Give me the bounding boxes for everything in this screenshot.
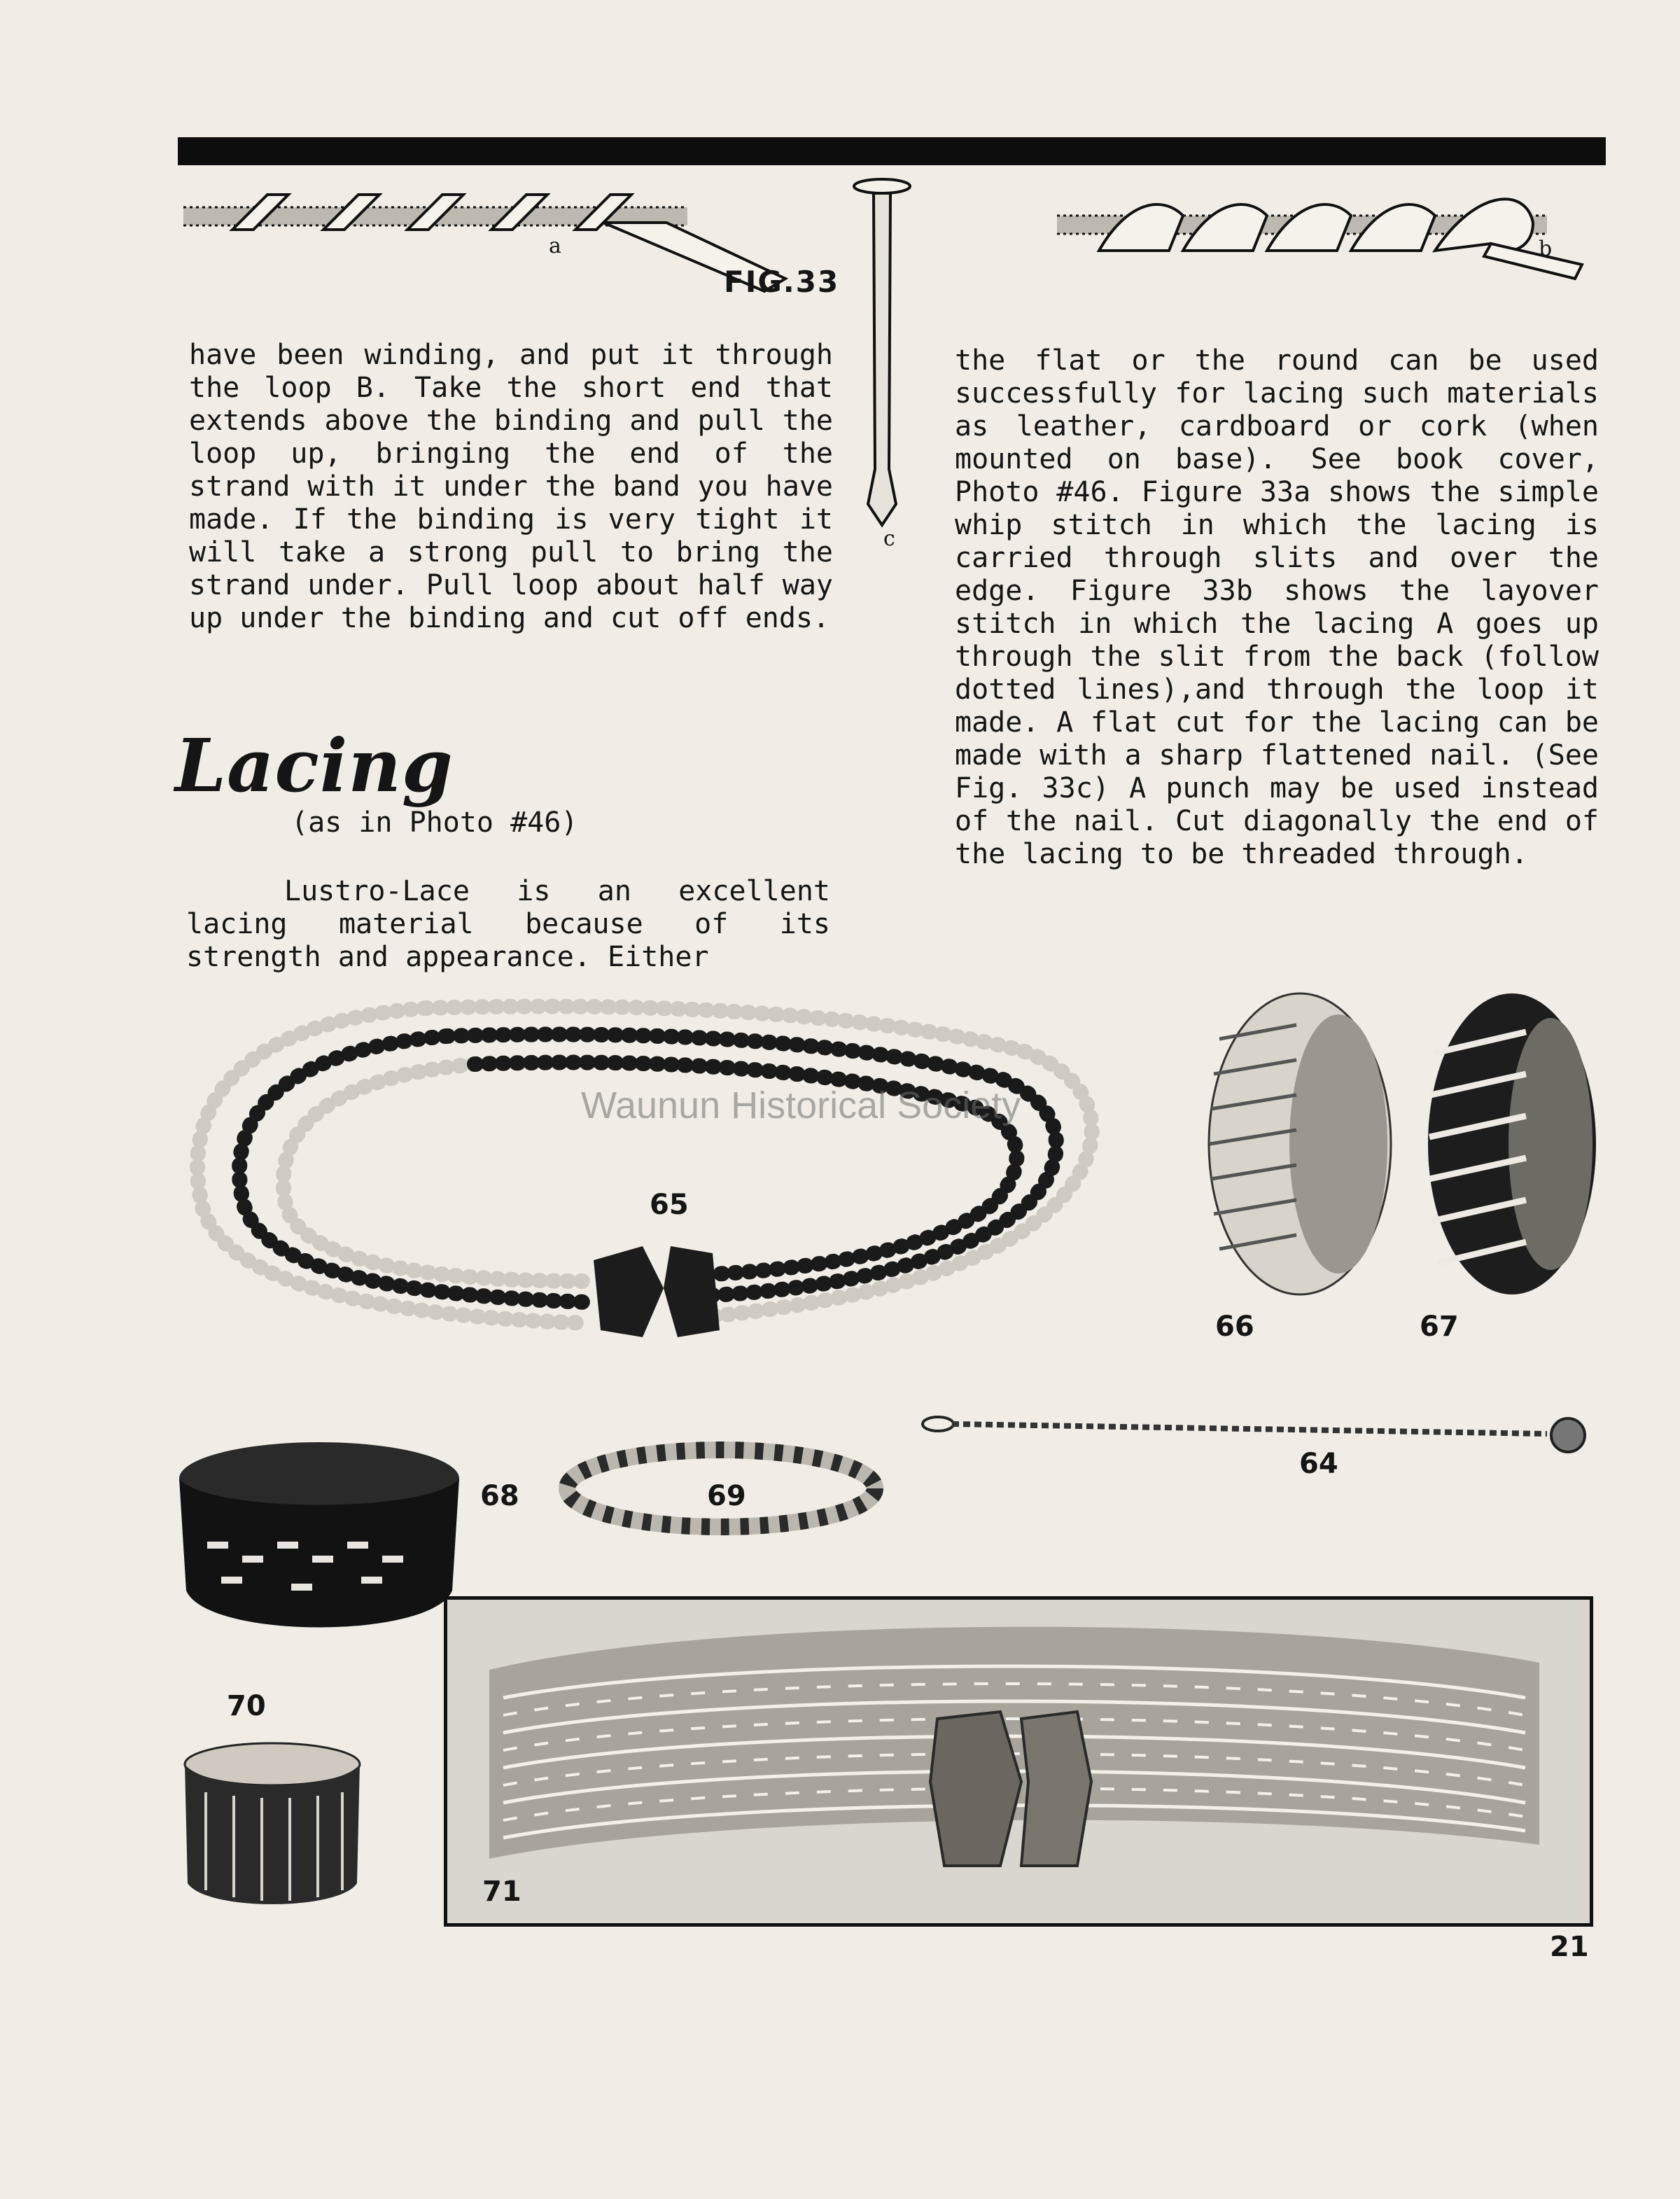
fig-33b-layover-stitch-illustration: [1043, 174, 1610, 300]
fig-label-b: b: [1539, 237, 1553, 261]
belt-photo-71: [447, 1600, 1590, 1923]
lanyard-photo-64: [917, 1403, 1610, 1459]
fig-label-c: c: [883, 526, 895, 551]
photo-number-66: 66: [1215, 1311, 1254, 1343]
photo-number-65: 65: [650, 1189, 689, 1221]
belt-photo-71-frame: [444, 1596, 1593, 1927]
napkin-ring-photo-70: [178, 1736, 367, 1911]
photo-number-70: 70: [227, 1690, 266, 1722]
watermark: Waunun Historical Society: [581, 1084, 1021, 1126]
fig-33-caption: FIG.33: [724, 265, 840, 299]
bracelet-photo-66: [1198, 983, 1401, 1305]
top-rule: [178, 137, 1606, 165]
bracelet-photo-67: [1421, 983, 1603, 1305]
section-subheading: (as in Photo #46): [291, 807, 578, 839]
section-heading-lacing: Lacing: [175, 722, 454, 809]
left-column-paragraph-1: have been winding, and put it through the loop B. Take the short end that extends above the binding and pull the loop up, bringing the end of the strand with it under the band you have made. If the binding is very tight it will take a strong pull to bring the strand under. Pull loop about half way up under the binding and cut off ends.: [189, 339, 833, 634]
photo-number-64: 64: [1299, 1448, 1338, 1480]
left-column-paragraph-2: Lustro-Lace is an excellent lacing material because of its strength and appearance. Either: [186, 875, 830, 973]
right-column-paragraph: the flat or the round can be used successfully for lacing such materials as leather, cardboard or cork (when mounted on base). See book cover, Photo #46. Figure 33a shows the simple whip stitch in which the lacing is carried through slits and over the edge. Figure 33b shows the layover stitch in which the lacing A goes up through the slit from the back (follow dotted lines),and through the loop it made. A flat cut for the lacing can be made with a sharp flattened nail. (See Fig. 33c) A punch may be used instead of the nail. Cut diagonally the end of the lacing to be threaded through.: [955, 344, 1599, 870]
fig-33c-flattened-nail-illustration: [847, 175, 917, 553]
photo-number-71: 71: [482, 1876, 522, 1908]
photo-number-68: 68: [480, 1480, 519, 1512]
fig-label-a: a: [549, 234, 561, 258]
photo-number-69: 69: [707, 1480, 746, 1512]
photo-number-67: 67: [1420, 1311, 1459, 1343]
bracelet-photo-68: [165, 1437, 473, 1647]
page-number: 21: [1550, 1931, 1589, 1963]
